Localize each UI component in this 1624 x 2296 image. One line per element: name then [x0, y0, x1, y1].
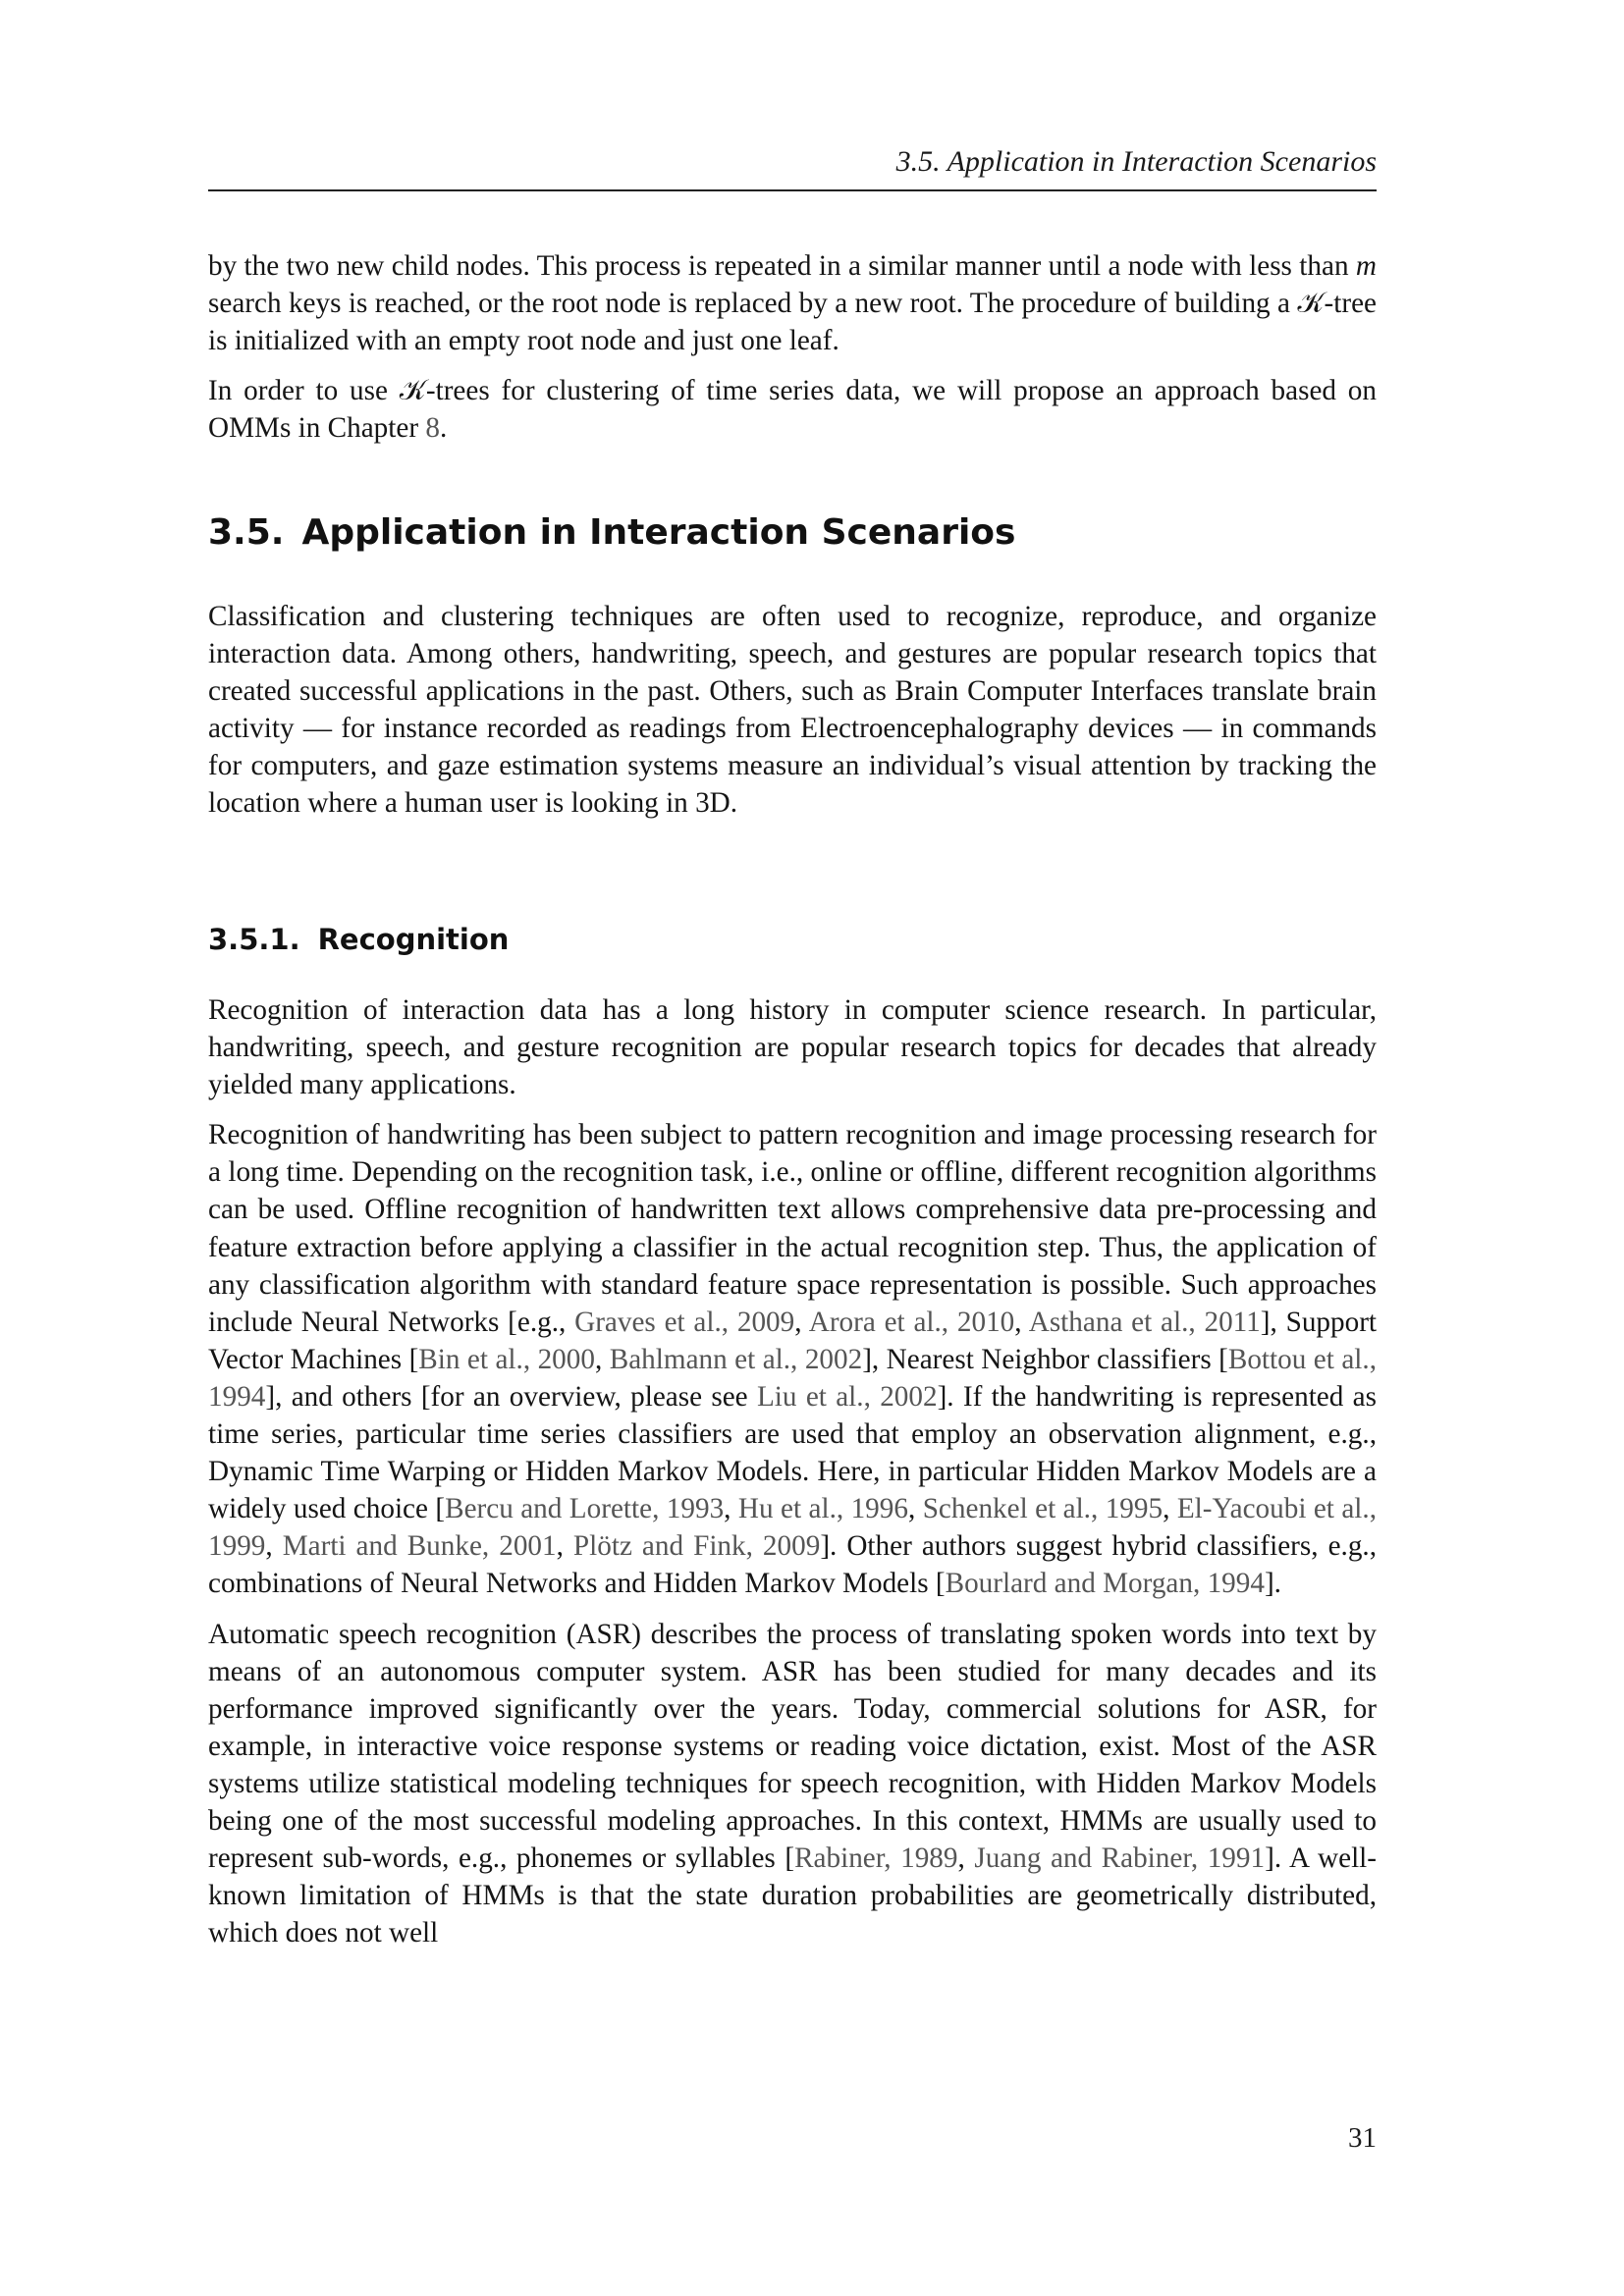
- paragraph: [208, 991, 1377, 1103]
- citation-link[interactable]: Liu et al., 2002: [756, 1380, 938, 1413]
- paragraph: [208, 247, 1377, 359]
- text-run: Classification and clustering techniques are often used to recognize, reproduce, and organize interaction data. Among others, handwriting, speech, and gestures are popular research topics that created successful applications in the past. Others, such as Brain Computer Interfaces translate brain activity — for instance recorded as readings from Electroencephalography devices — in commands for computers, and gaze estimation systems measure an individual’s visual attention by tracking the location where a human user is looking in 3D.: [208, 601, 1377, 820]
- citation-link[interactable]: Bahlmann et al., 2002: [609, 1343, 863, 1375]
- text-run: ,: [794, 1306, 809, 1338]
- text-run: ,: [265, 1530, 283, 1563]
- paragraph: [208, 598, 1377, 823]
- subsection-text: [208, 991, 1377, 1964]
- subsection-heading: [208, 923, 509, 956]
- citation-link[interactable]: Bercu and Lorette, 1993: [445, 1493, 725, 1525]
- citation-link[interactable]: Bin et al., 2000: [418, 1343, 595, 1375]
- section-text: [208, 598, 1377, 835]
- section-title: Application in Interaction Scenarios: [301, 512, 1016, 553]
- citation-link[interactable]: Plötz and Fink, 2009: [572, 1530, 821, 1563]
- citation-link[interactable]: Marti and Bunke, 2001: [282, 1530, 557, 1563]
- citation-link[interactable]: Rabiner, 1989: [794, 1842, 958, 1875]
- citation-link[interactable]: Bottou et al., 1994: [208, 1343, 1377, 1413]
- text-run: ,: [907, 1493, 923, 1525]
- section-number: 3.5.: [208, 512, 285, 553]
- paragraph: [208, 372, 1377, 447]
- text-run: ]. Other authors suggest hybrid classifiers, e.g., combinations of Neural Networks and Hidden Markov Models [: [208, 1530, 1378, 1600]
- text-run: Automatic speech recognition (ASR) describes the process of translating spoken words into text by means of an autonomous computer system. ASR has been studied for many decades and its performance improved significantly over the years. Today, commercial solutions for ASR, for example, in interactive voice response systems or reading voice dictation, exist. Most of the ASR systems utilize statistical modeling techniques for speech recognition, with Hidden Markov Models being one of the most successful modeling approaches. In this context, HMMs are usually used to represent sub-words, e.g., phonemes or syllables [: [208, 1618, 1377, 1875]
- text-run: ]. A well-known limitation of HMMs is that the state duration probabilities are geometrically distributed, which does not well: [208, 1842, 1378, 1949]
- text-run: ].: [1264, 1568, 1281, 1600]
- text-run: In order to use 𝒦-trees for clustering of time series data, we will propose an approach based on OMMs in Chapter: [208, 375, 1377, 445]
- text-run: ,: [724, 1493, 738, 1525]
- page-number: 31: [1348, 2122, 1377, 2154]
- math-variable: m: [1355, 250, 1377, 282]
- text-run: ], Support Vector Machines [: [208, 1306, 1378, 1375]
- chapter-reference-link[interactable]: 8: [425, 412, 440, 445]
- subsection-title: Recognition: [317, 923, 510, 956]
- citation-link[interactable]: El-Yacoubi et al., 1999: [208, 1493, 1378, 1563]
- citation-link[interactable]: Bourlard and Morgan, 1994: [945, 1568, 1265, 1600]
- text-run: by the two new child nodes. This process is repeated in a similar manner until a node with less than: [208, 250, 1356, 282]
- text-run: Recognition of handwriting has been subject to pattern recognition and image processing research for a long time. Depending on the recognition task, i.e., online or offline, different recognition algorithms can be used. Offline recognition of handwritten text allows comprehensive data pre-processing and feature extraction before applying a classifier in the actual recognition step. Thus, the application of any classification algorithm with standard feature space representation is possible. Such approaches include Neural Networks [e.g.,: [208, 1119, 1377, 1338]
- text-run: ], Nearest Neighbor classifiers [: [862, 1343, 1228, 1375]
- text-run: ]. If the handwriting is represented as time series, particular time series classifiers are used that employ an observation alignment, e.g., Dynamic Time Warping or Hidden Markov Models. Here, in particular Hidden Markov Models are a widely used choice [: [208, 1380, 1377, 1525]
- citation-link[interactable]: Juang and Rabiner, 1991: [974, 1842, 1266, 1875]
- citation-link[interactable]: Hu et al., 1996: [737, 1493, 908, 1525]
- citation-link[interactable]: Asthana et al., 2011: [1028, 1306, 1261, 1338]
- citation-link[interactable]: Schenkel et al., 1995: [922, 1493, 1164, 1525]
- paragraph: [208, 1616, 1377, 1952]
- text-run: .: [439, 412, 448, 445]
- citation-link[interactable]: Graves et al., 2009: [574, 1306, 795, 1338]
- text-run: search keys is reached, or the root node is replaced by a new root. The procedure of building a 𝒦-tree is initialized with an empty root node and just one leaf.: [208, 288, 1377, 357]
- running-header: 3.5. Application in Interaction Scenarios: [895, 145, 1377, 178]
- text-run: ,: [1163, 1493, 1177, 1525]
- citation-link[interactable]: Arora et al., 2010: [808, 1306, 1015, 1338]
- subsection-number: 3.5.1.: [208, 923, 300, 956]
- intro-text: [208, 247, 1377, 459]
- paragraph: [208, 1116, 1377, 1602]
- header-rule: [208, 189, 1377, 191]
- text-run: ,: [594, 1343, 610, 1375]
- text-run: ], and others [for an overview, please see: [265, 1380, 757, 1413]
- text-run: ,: [1014, 1306, 1029, 1338]
- section-heading: [208, 512, 1015, 553]
- text-run: ,: [957, 1842, 975, 1875]
- text-run: Recognition of interaction data has a long history in computer science research. In particular, handwriting, speech, and gesture recognition are popular research topics for decades that already yielded many applications.: [208, 994, 1377, 1101]
- text-run: ,: [556, 1530, 573, 1563]
